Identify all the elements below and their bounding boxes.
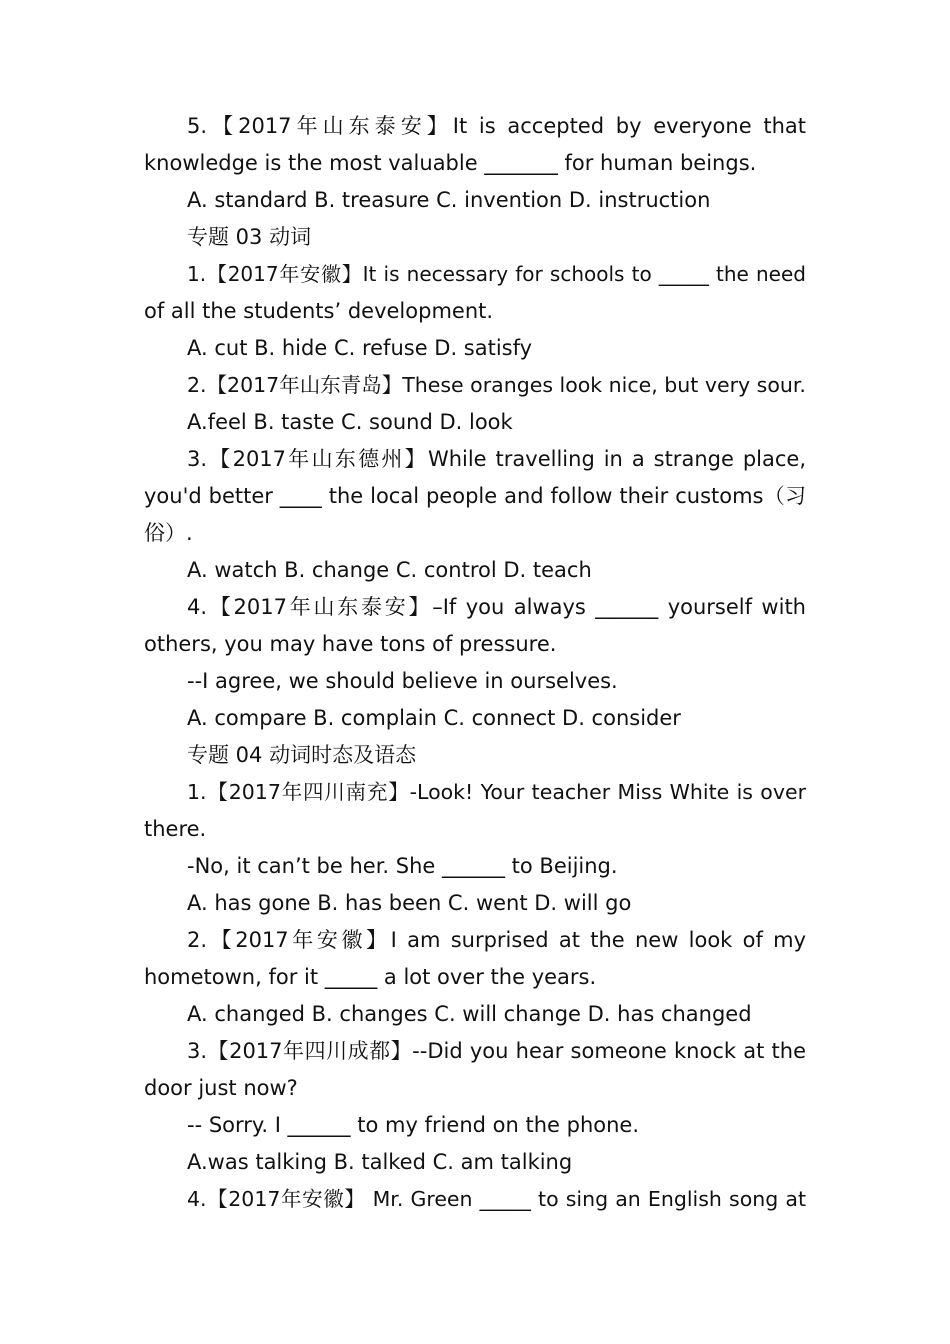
text-line: A.feel B. taste C. sound D. look	[187, 410, 513, 434]
text-line: you'd better ____ the local people and follow their customs（习	[144, 484, 806, 508]
text-line: 3.【2017年山东德州】While travelling in a strange place,	[187, 447, 806, 471]
text-line: 5.【2017年山东泰安】It is accepted by everyone that	[187, 114, 806, 138]
document-body	[144, 108, 806, 1218]
text-line: -No, it can’t be her. She ______ to Beijing.	[187, 854, 618, 878]
text-line: 1.【2017年安徽】It is necessary for schools to _____ the need	[187, 262, 806, 286]
text-line: knowledge is the most valuable _______ for human beings.	[144, 151, 757, 175]
text-line: 4.【2017年山东泰安】–If you always ______ yourself with	[187, 595, 806, 619]
text-line: there.	[144, 817, 207, 841]
text-line: 2.【2017年山东青岛】These oranges look nice, but very sour.	[187, 373, 806, 397]
text-line: A. has gone B. has been C. went D. will go	[187, 891, 632, 915]
text-line: A. compare B. complain C. connect D. consider	[187, 706, 681, 730]
text-line: hometown, for it _____ a lot over the years.	[144, 965, 597, 989]
text-line: 3.【2017年四川成都】--Did you hear someone knock at the	[187, 1039, 806, 1063]
text-line: A.was talking B. talked C. am talking	[187, 1150, 573, 1174]
text-line: of all the students’ development.	[144, 299, 494, 323]
text-line: 2.【2017年安徽】I am surprised at the new look of my	[187, 928, 806, 952]
text-line: A. cut B. hide C. refuse D. satisfy	[187, 336, 533, 360]
text-line: 专题 04 动词时态及语态	[187, 743, 417, 767]
text-line: A. watch B. change C. control D. teach	[187, 558, 592, 582]
text-line: -- Sorry. I ______ to my friend on the phone.	[187, 1113, 640, 1137]
text-line: 俗）.	[144, 521, 193, 545]
text-line: 4.【2017年安徽】 Mr. Green _____ to sing an English song at	[187, 1187, 806, 1211]
text-line: others, you may have tons of pressure.	[144, 632, 557, 656]
text-line: door just now?	[144, 1076, 298, 1100]
text-line: 1.【2017年四川南充】-Look! Your teacher Miss White is over	[187, 780, 806, 804]
text-line: --I agree, we should believe in ourselves.	[187, 669, 618, 693]
text-line: A. standard B. treasure C. invention D. instruction	[187, 188, 711, 212]
text-line: 专题 03 动词	[187, 225, 312, 249]
text-line: A. changed B. changes C. will change D. has changed	[187, 1002, 752, 1026]
